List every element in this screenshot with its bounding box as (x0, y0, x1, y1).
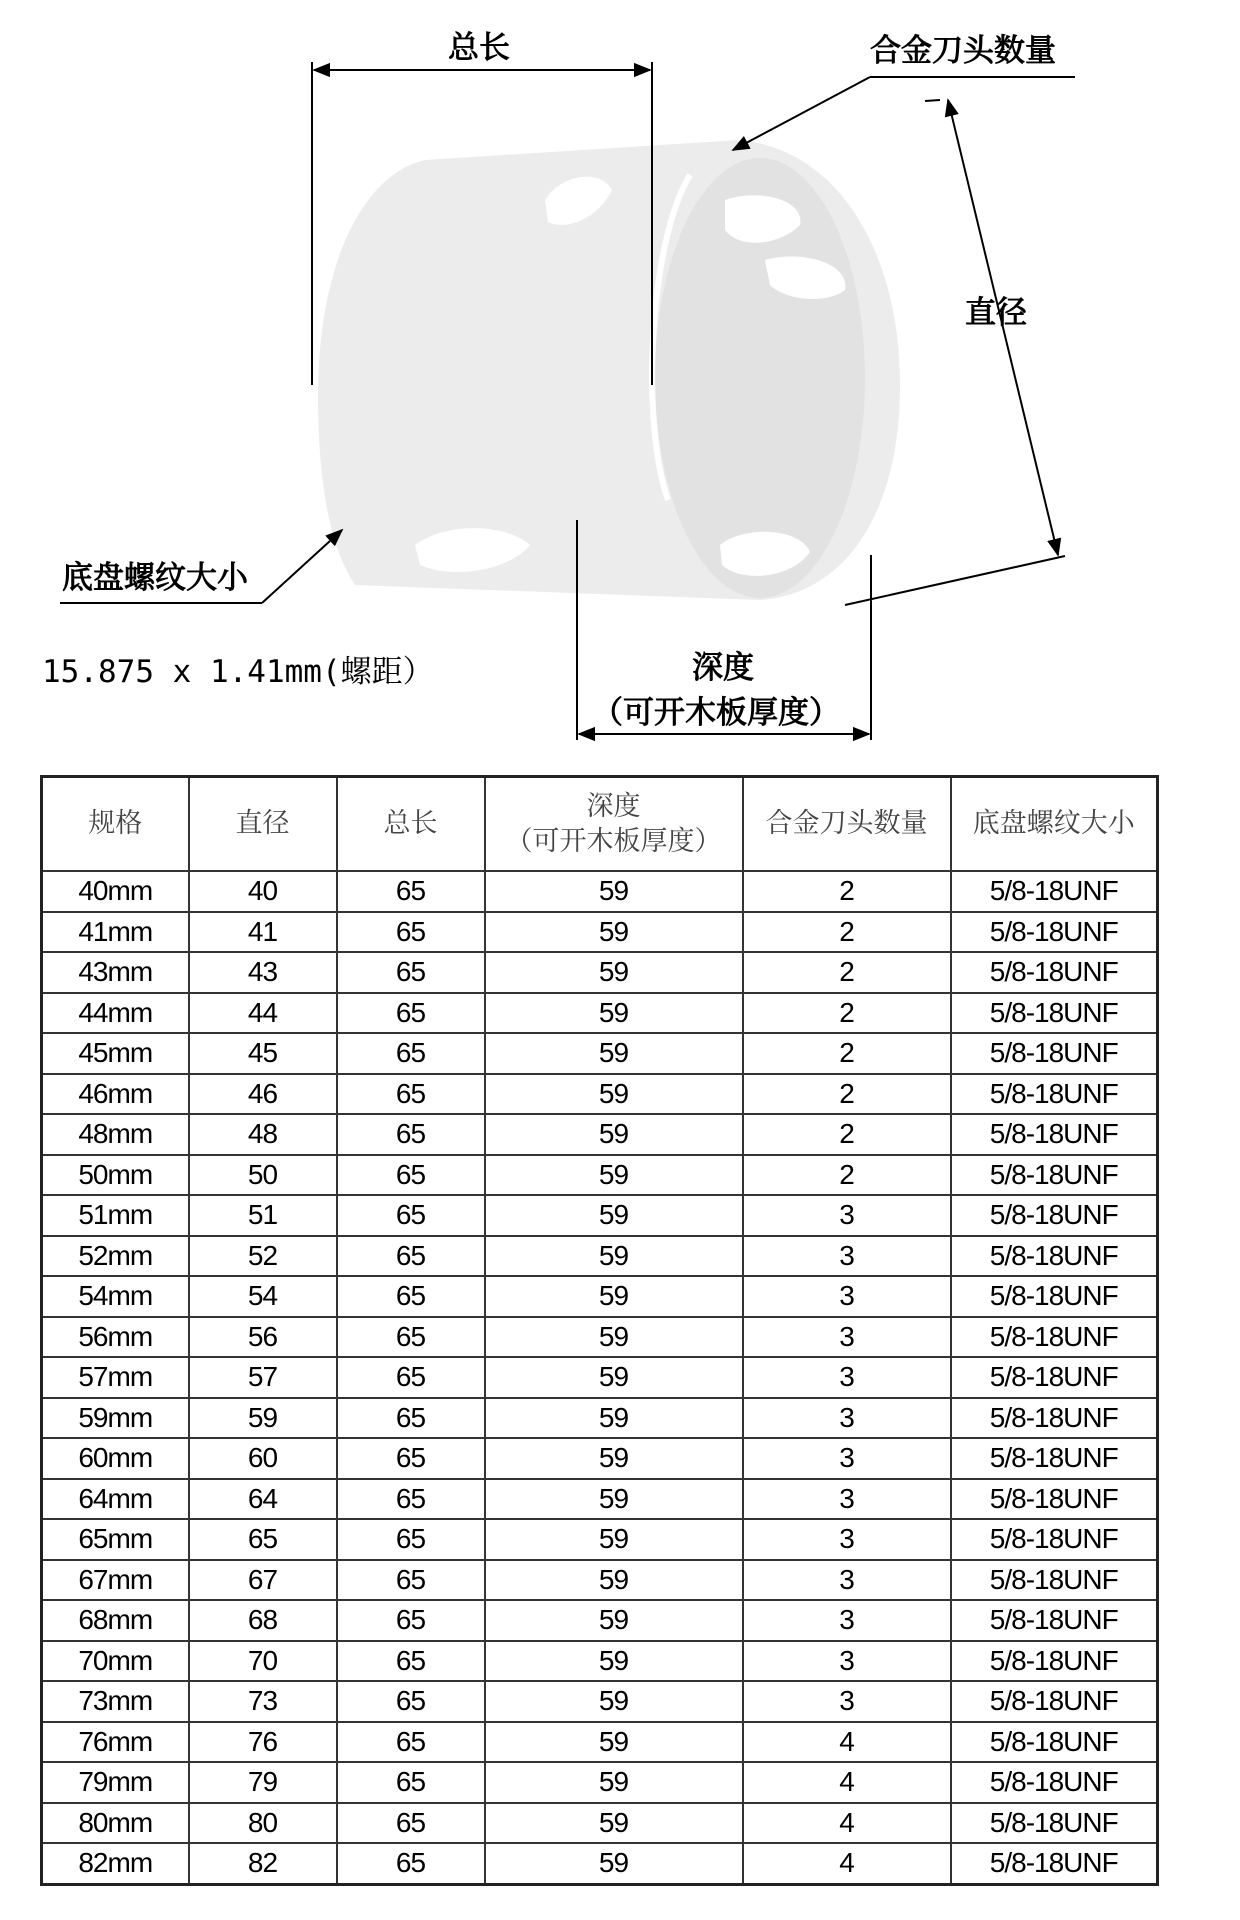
cell-diameter: 41 (189, 912, 337, 953)
cell-tip-count: 3 (743, 1317, 951, 1358)
cell-total-length: 65 (337, 1843, 485, 1884)
cell-diameter: 70 (189, 1641, 337, 1682)
cell-tip-count: 3 (743, 1276, 951, 1317)
header-diameter: 直径 (189, 777, 337, 872)
depth-label: 深度 (692, 650, 754, 686)
cell-diameter: 76 (189, 1722, 337, 1763)
cell-spec: 45mm (42, 1033, 189, 1074)
cell-total-length: 65 (337, 1357, 485, 1398)
cell-diameter: 44 (189, 993, 337, 1034)
table-row (42, 1074, 1158, 1115)
cell-depth: 59 (485, 1641, 743, 1682)
spec-table (40, 775, 1159, 1886)
cell-depth: 59 (485, 1600, 743, 1641)
cell-spec: 73mm (42, 1681, 189, 1722)
table-row (42, 1438, 1158, 1479)
table-row (42, 1479, 1158, 1520)
header-total-length: 总长 (337, 777, 485, 872)
cell-spec: 54mm (42, 1276, 189, 1317)
cell-spec: 64mm (42, 1479, 189, 1520)
cell-diameter: 82 (189, 1843, 337, 1884)
cell-depth: 59 (485, 1236, 743, 1277)
cell-tip-count: 3 (743, 1398, 951, 1439)
depth-sublabel: （可开木板厚度） (592, 695, 840, 731)
cell-diameter: 57 (189, 1357, 337, 1398)
cell-tip-count: 2 (743, 1155, 951, 1196)
cell-depth: 59 (485, 1438, 743, 1479)
cell-spec: 57mm (42, 1357, 189, 1398)
table-row (42, 912, 1158, 953)
table-row (42, 871, 1158, 912)
cell-depth: 59 (485, 1317, 743, 1358)
cell-depth: 59 (485, 1114, 743, 1155)
table-row (42, 1236, 1158, 1277)
cell-thread: 5/8-18UNF (951, 1438, 1158, 1479)
table-row (42, 1600, 1158, 1641)
cell-diameter: 43 (189, 952, 337, 993)
cell-total-length: 65 (337, 1803, 485, 1844)
cell-spec: 59mm (42, 1398, 189, 1439)
spec-table-body (42, 871, 1158, 1884)
cell-tip-count: 2 (743, 871, 951, 912)
cell-tip-count: 3 (743, 1519, 951, 1560)
table-row (42, 1803, 1158, 1844)
cell-thread: 5/8-18UNF (951, 1560, 1158, 1601)
cell-thread: 5/8-18UNF (951, 1276, 1158, 1317)
cell-diameter: 51 (189, 1195, 337, 1236)
cell-total-length: 65 (337, 1074, 485, 1115)
tip-count-label: 合金刀头数量 (870, 33, 1056, 69)
cell-spec: 52mm (42, 1236, 189, 1277)
diameter-extension-bottom (845, 556, 1065, 605)
cell-depth: 59 (485, 1722, 743, 1763)
cell-depth: 59 (485, 1155, 743, 1196)
cell-spec: 76mm (42, 1722, 189, 1763)
cell-thread: 5/8-18UNF (951, 912, 1158, 953)
cell-spec: 67mm (42, 1560, 189, 1601)
cell-tip-count: 3 (743, 1236, 951, 1277)
cell-spec: 65mm (42, 1519, 189, 1560)
cell-diameter: 40 (189, 871, 337, 912)
base-thread-leader (262, 530, 342, 603)
cell-tip-count: 3 (743, 1438, 951, 1479)
cell-total-length: 65 (337, 1114, 485, 1155)
cell-spec: 80mm (42, 1803, 189, 1844)
cell-diameter: 52 (189, 1236, 337, 1277)
cell-thread: 5/8-18UNF (951, 1843, 1158, 1884)
cell-total-length: 65 (337, 1519, 485, 1560)
header-spec: 规格 (42, 777, 189, 872)
cell-spec: 79mm (42, 1762, 189, 1803)
cell-tip-count: 3 (743, 1641, 951, 1682)
cell-thread: 5/8-18UNF (951, 1803, 1158, 1844)
cell-total-length: 65 (337, 1398, 485, 1439)
cell-tip-count: 3 (743, 1600, 951, 1641)
header-thread: 底盘螺纹大小 (951, 777, 1158, 872)
cell-total-length: 65 (337, 912, 485, 953)
cell-total-length: 65 (337, 1236, 485, 1277)
cell-spec: 48mm (42, 1114, 189, 1155)
total-length-label: 总长 (448, 30, 510, 66)
cell-total-length: 65 (337, 1195, 485, 1236)
cell-thread: 5/8-18UNF (951, 871, 1158, 912)
cell-diameter: 67 (189, 1560, 337, 1601)
cell-thread: 5/8-18UNF (951, 1155, 1158, 1196)
header-depth (485, 777, 743, 872)
cell-thread: 5/8-18UNF (951, 1641, 1158, 1682)
cell-tip-count: 2 (743, 952, 951, 993)
table-row (42, 1560, 1158, 1601)
cell-spec: 46mm (42, 1074, 189, 1115)
cell-tip-count: 2 (743, 1033, 951, 1074)
cell-diameter: 46 (189, 1074, 337, 1115)
cell-diameter: 73 (189, 1681, 337, 1722)
table-row (42, 1722, 1158, 1763)
cell-diameter: 79 (189, 1762, 337, 1803)
cell-total-length: 65 (337, 1317, 485, 1358)
cell-total-length: 65 (337, 1560, 485, 1601)
cell-depth: 59 (485, 1479, 743, 1520)
cell-depth: 59 (485, 871, 743, 912)
cell-thread: 5/8-18UNF (951, 1033, 1158, 1074)
cell-diameter: 56 (189, 1317, 337, 1358)
cell-thread: 5/8-18UNF (951, 1074, 1158, 1115)
cell-tip-count: 2 (743, 993, 951, 1034)
cell-tip-count: 3 (743, 1560, 951, 1601)
cell-total-length: 65 (337, 1479, 485, 1520)
cell-depth: 59 (485, 1519, 743, 1560)
cell-depth: 59 (485, 1560, 743, 1601)
cell-spec: 60mm (42, 1438, 189, 1479)
cell-diameter: 54 (189, 1276, 337, 1317)
cell-depth: 59 (485, 1398, 743, 1439)
cell-spec: 51mm (42, 1195, 189, 1236)
cell-spec: 43mm (42, 952, 189, 993)
cell-thread: 5/8-18UNF (951, 1722, 1158, 1763)
cell-thread: 5/8-18UNF (951, 1762, 1158, 1803)
cell-thread: 5/8-18UNF (951, 1600, 1158, 1641)
table-row (42, 1762, 1158, 1803)
cell-thread: 5/8-18UNF (951, 1357, 1158, 1398)
cell-total-length: 65 (337, 871, 485, 912)
cell-thread: 5/8-18UNF (951, 1195, 1158, 1236)
cell-diameter: 60 (189, 1438, 337, 1479)
header-row (42, 777, 1158, 872)
cell-thread: 5/8-18UNF (951, 1398, 1158, 1439)
cell-thread: 5/8-18UNF (951, 1317, 1158, 1358)
tip-count-leader (733, 77, 870, 150)
cell-thread: 5/8-18UNF (951, 1479, 1158, 1520)
cell-tip-count: 4 (743, 1803, 951, 1844)
cell-total-length: 65 (337, 1438, 485, 1479)
cell-spec: 68mm (42, 1600, 189, 1641)
cell-tip-count: 2 (743, 1114, 951, 1155)
cell-thread: 5/8-18UNF (951, 952, 1158, 993)
cell-tip-count: 2 (743, 1074, 951, 1115)
cell-tip-count: 3 (743, 1681, 951, 1722)
table-row (42, 1843, 1158, 1884)
header-tip-count: 合金刀头数量 (743, 777, 951, 872)
cell-total-length: 65 (337, 1722, 485, 1763)
table-row (42, 1114, 1158, 1155)
cell-total-length: 65 (337, 1641, 485, 1682)
cell-depth: 59 (485, 1681, 743, 1722)
cell-diameter: 64 (189, 1479, 337, 1520)
cell-depth: 59 (485, 1762, 743, 1803)
cell-thread: 5/8-18UNF (951, 993, 1158, 1034)
cell-thread: 5/8-18UNF (951, 1114, 1158, 1155)
diameter-extension-top (925, 100, 940, 101)
cell-depth: 59 (485, 912, 743, 953)
table-row (42, 1519, 1158, 1560)
cell-diameter: 59 (189, 1398, 337, 1439)
cell-diameter: 65 (189, 1519, 337, 1560)
cell-total-length: 65 (337, 1276, 485, 1317)
cell-diameter: 50 (189, 1155, 337, 1196)
cell-depth: 59 (485, 1843, 743, 1884)
cell-diameter: 80 (189, 1803, 337, 1844)
cell-diameter: 45 (189, 1033, 337, 1074)
cell-total-length: 65 (337, 1681, 485, 1722)
cell-total-length: 65 (337, 1033, 485, 1074)
cell-thread: 5/8-18UNF (951, 1236, 1158, 1277)
cell-depth: 59 (485, 1033, 743, 1074)
cell-total-length: 65 (337, 993, 485, 1034)
table-row (42, 1276, 1158, 1317)
cell-spec: 70mm (42, 1641, 189, 1682)
table-row (42, 1155, 1158, 1196)
cell-tip-count: 3 (743, 1479, 951, 1520)
base-thread-label: 底盘螺纹大小 (62, 560, 248, 596)
cell-spec: 40mm (42, 871, 189, 912)
cell-depth: 59 (485, 993, 743, 1034)
cell-tip-count: 4 (743, 1843, 951, 1884)
cell-tip-count: 4 (743, 1722, 951, 1763)
cell-depth: 59 (485, 1276, 743, 1317)
cell-tip-count: 2 (743, 912, 951, 953)
cell-spec: 50mm (42, 1155, 189, 1196)
cell-depth: 59 (485, 1803, 743, 1844)
table-row (42, 1195, 1158, 1236)
cell-total-length: 65 (337, 952, 485, 993)
cell-depth: 59 (485, 1357, 743, 1398)
cell-depth: 59 (485, 1195, 743, 1236)
cell-spec: 44mm (42, 993, 189, 1034)
cell-tip-count: 3 (743, 1195, 951, 1236)
cell-diameter: 68 (189, 1600, 337, 1641)
cell-total-length: 65 (337, 1762, 485, 1803)
cell-total-length: 65 (337, 1155, 485, 1196)
table-row (42, 1317, 1158, 1358)
table-row (42, 1398, 1158, 1439)
cell-spec: 41mm (42, 912, 189, 953)
cell-depth: 59 (485, 952, 743, 993)
spec-table-header (42, 777, 1158, 872)
cell-total-length: 65 (337, 1600, 485, 1641)
cell-depth: 59 (485, 1074, 743, 1115)
cell-tip-count: 3 (743, 1357, 951, 1398)
table-row (42, 993, 1158, 1034)
cell-spec: 82mm (42, 1843, 189, 1884)
hole-saw-illustration (318, 140, 900, 600)
header-depth-line1: 深度 (586, 790, 641, 822)
header-depth-line2: （可开木板厚度） (505, 826, 722, 857)
cell-thread: 5/8-18UNF (951, 1681, 1158, 1722)
cell-diameter: 48 (189, 1114, 337, 1155)
cell-thread: 5/8-18UNF (951, 1519, 1158, 1560)
diameter-label: 直径 (965, 295, 1027, 331)
table-row (42, 952, 1158, 993)
table-row (42, 1681, 1158, 1722)
cell-tip-count: 4 (743, 1762, 951, 1803)
table-row (42, 1033, 1158, 1074)
thread-spec-text: 15.875 x 1.41mm(螺距） (42, 654, 434, 690)
table-row (42, 1357, 1158, 1398)
cell-spec: 56mm (42, 1317, 189, 1358)
table-row (42, 1641, 1158, 1682)
